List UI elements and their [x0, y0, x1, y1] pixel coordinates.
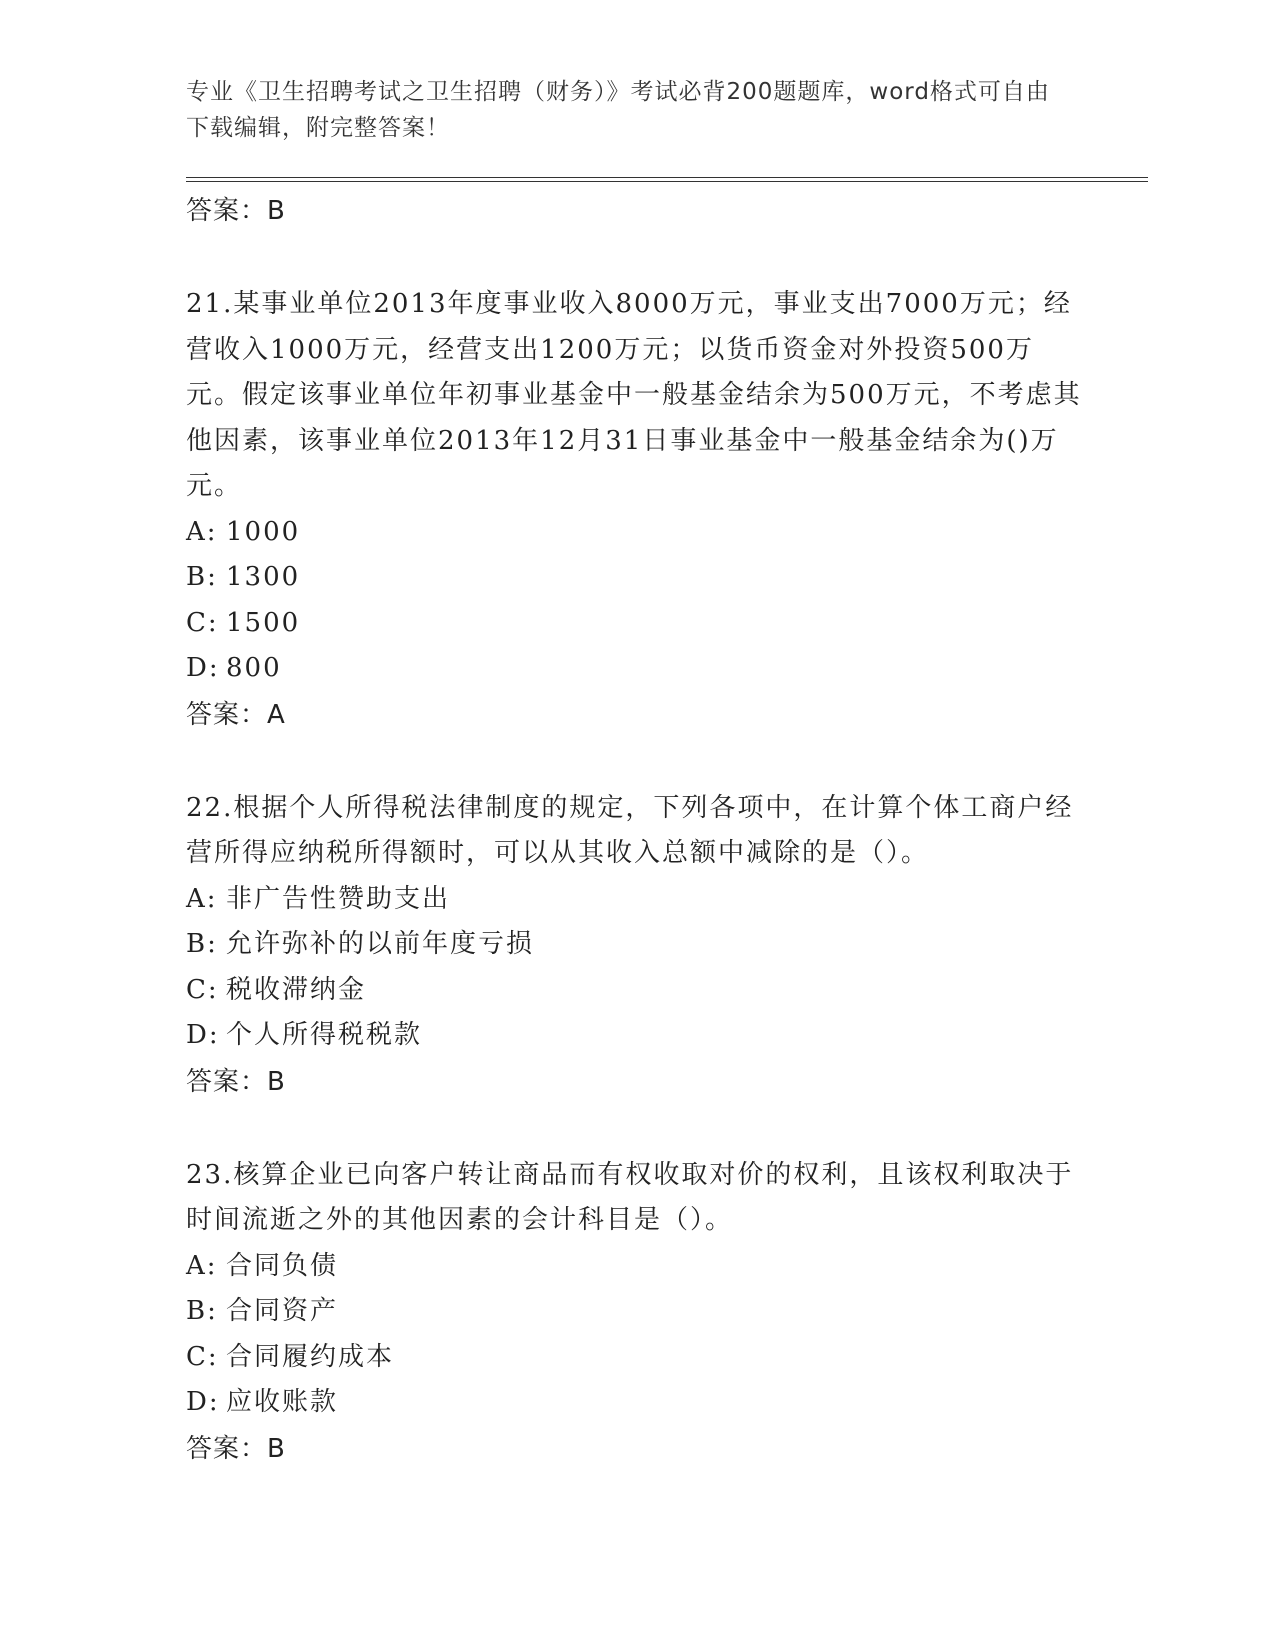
option-text: 允许弥补的以前年度亏损 — [226, 929, 535, 959]
question-list — [186, 188, 1086, 1472]
option-d — [186, 1380, 1086, 1426]
option-d — [186, 1013, 1086, 1059]
question-answer: 答案：B — [186, 1433, 286, 1464]
option-text: 合同履约成本 — [226, 1341, 395, 1372]
option-text: 个人所得税税款 — [226, 1020, 423, 1050]
question-stem: 22.根据个人所得税法律制度的规定，下列各项中，在计算个体工商户经营所得应纳税所得额时，可以从其收入总额中减除的是（）。 — [186, 792, 1074, 868]
option-key: C: — [186, 607, 219, 638]
option-text: 应收账款 — [226, 1387, 339, 1417]
option-key: A: — [186, 1250, 218, 1281]
option-a — [186, 877, 1086, 923]
option-key: C: — [186, 1341, 219, 1372]
header-divider-top — [186, 177, 1148, 178]
option-text: 800 — [226, 653, 282, 683]
option-key: A: — [186, 883, 218, 914]
option-text: 税收滞纳金 — [226, 974, 367, 1005]
question-answer: 答案：A — [186, 699, 286, 730]
option-key: B: — [186, 1296, 218, 1326]
page-header-title: 专业《卫生招聘考试之卫生招聘（财务）》考试必背200题题库，word格式可自由下载编辑，附完整答案！ — [186, 79, 1050, 141]
option-c — [186, 968, 1086, 1014]
question-23 — [186, 1153, 1086, 1472]
option-a — [186, 1244, 1086, 1290]
option-text: 合同资产 — [226, 1296, 339, 1326]
question-answer: 答案：B — [186, 1066, 286, 1097]
option-c — [186, 601, 1086, 647]
option-c — [186, 1335, 1086, 1381]
option-key: D: — [186, 1387, 220, 1417]
option-key: B: — [186, 929, 218, 959]
header-divider-bottom — [186, 181, 1148, 182]
option-b — [186, 1289, 1086, 1335]
question-stem: 23.核算企业已向客户转让商品而有权收取对价的权利，且该权利取决于时间流逝之外的其他因素的会计科目是（）。 — [186, 1159, 1074, 1235]
option-text: 1500 — [226, 607, 301, 638]
option-b — [186, 922, 1086, 968]
option-text: 1300 — [226, 562, 301, 592]
question-22 — [186, 786, 1086, 1105]
option-text: 非广告性赞助支出 — [226, 883, 451, 914]
option-key: B: — [186, 562, 218, 592]
option-key: D: — [186, 1020, 220, 1050]
option-text: 合同负债 — [226, 1250, 339, 1281]
option-b — [186, 555, 1086, 601]
option-key: A: — [186, 516, 218, 547]
question-21 — [186, 282, 1086, 738]
previous-question-answer: 答案：B — [186, 196, 286, 226]
option-d — [186, 646, 1086, 692]
option-key: D: — [186, 653, 220, 683]
option-text: 1000 — [226, 516, 301, 547]
question-stem: 21.某事业单位2013年度事业收入8000万元，事业支出7000万元；经营收入1000万元，经营支出1200万元；以货币资金对外投资500万元。假定该事业单位年初事业基金中一般基金结余为500万元，不考虑其他因素，该事业单位2013年12月31日事业基金中一般基金结余为()万元。 — [186, 289, 1082, 501]
option-a — [186, 510, 1086, 556]
option-key: C: — [186, 974, 219, 1005]
